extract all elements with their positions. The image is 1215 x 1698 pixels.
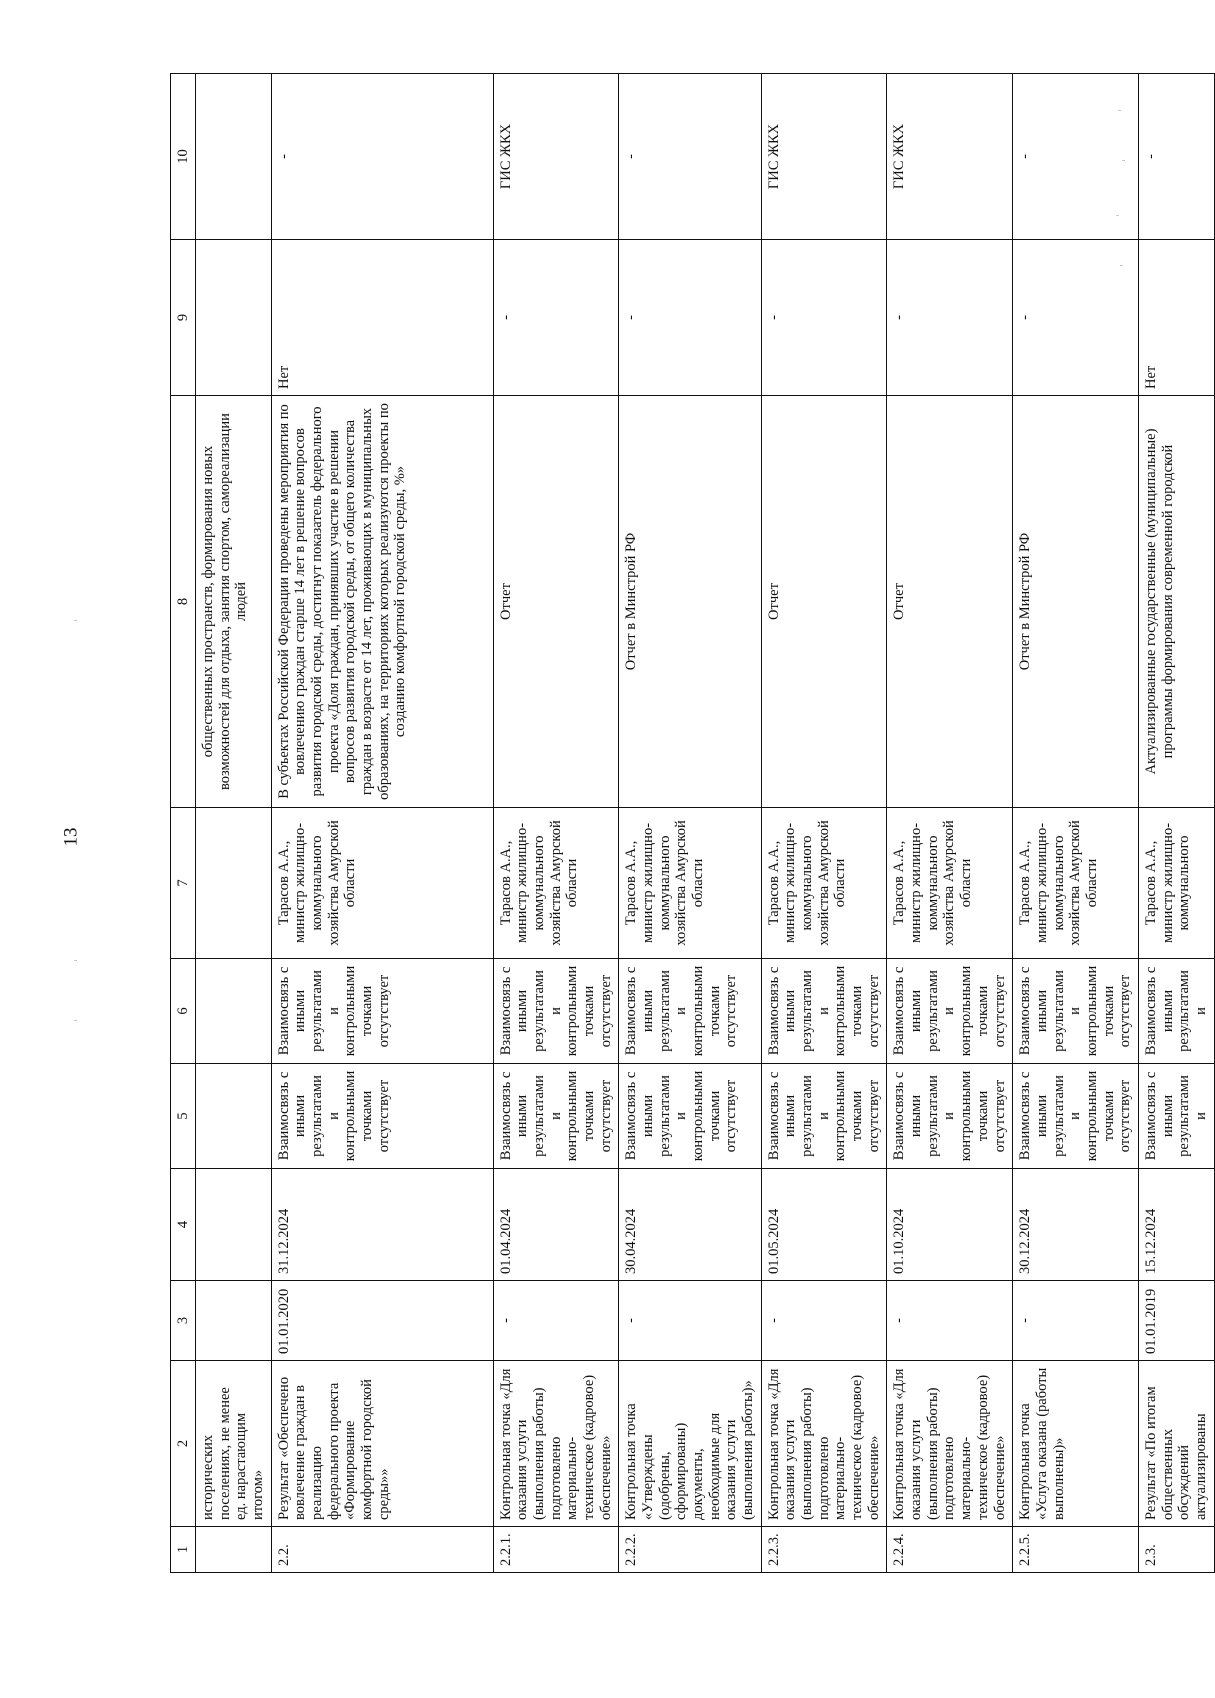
row-info: - bbox=[1013, 240, 1139, 396]
column-header: 9 bbox=[171, 240, 196, 396]
row-number: 2.3. bbox=[1138, 1527, 1214, 1573]
table-row bbox=[887, 74, 1013, 1573]
row-next-link: Взаимосвязь с иными результатами и контрольными точками отсутствует bbox=[271, 959, 493, 1064]
row-name: Контрольная точка «Для оказания услуги (выполнения работы) подготовлено материально-техническое (кадровое) обеспечение» bbox=[493, 1361, 619, 1527]
row-system: - bbox=[1138, 74, 1214, 240]
column-header: 1 bbox=[171, 1527, 196, 1573]
row-name: Контрольная точка «Для оказания услуги (выполнения работы) подготовлено материально-техническое (кадровое) обеспечение» bbox=[761, 1361, 887, 1527]
row-result: Актуализированные государственные (муниципальные) программы формирования современной городской bbox=[1138, 396, 1214, 808]
row-prev-link: Взаимосвязь с иными результатами и контрольными точками отсутствует bbox=[619, 1064, 761, 1169]
row-end bbox=[196, 1169, 272, 1281]
row-number: 2.2.1. bbox=[493, 1527, 619, 1573]
row-info: - bbox=[619, 240, 761, 396]
table-row bbox=[761, 74, 887, 1573]
row-start: - bbox=[1013, 1281, 1139, 1361]
table-row bbox=[493, 74, 619, 1573]
row-responsible: Тарасов А.А., министр жилищно-коммунального хозяйства Амурской области bbox=[761, 808, 887, 959]
row-responsible bbox=[196, 808, 272, 959]
row-number: 2.2. bbox=[271, 1527, 493, 1573]
row-prev-link: Взаимосвязь с иными результатами и контрольными точками отсутствует bbox=[761, 1064, 887, 1169]
row-info: - bbox=[887, 240, 1013, 396]
row-info: - bbox=[761, 240, 887, 396]
row-next-link bbox=[196, 959, 272, 1064]
row-prev-link: Взаимосвязь с иными результатами и контрольными точками отсутствует bbox=[887, 1064, 1013, 1169]
row-prev-link: Взаимосвязь с иными результатами и bbox=[1138, 1064, 1214, 1169]
table-row bbox=[1138, 74, 1214, 1573]
table-row bbox=[196, 74, 272, 1573]
row-end: 30.04.2024 bbox=[619, 1169, 761, 1281]
rotated-table-container bbox=[170, 114, 1209, 1573]
row-name: Контрольная точка «Услуга оказана (работы выполнены)» bbox=[1013, 1361, 1139, 1527]
row-info: Нет bbox=[1138, 240, 1214, 396]
row-system: - bbox=[1013, 74, 1139, 240]
row-number bbox=[196, 1527, 272, 1573]
column-header: 2 bbox=[171, 1361, 196, 1527]
column-header: 3 bbox=[171, 1281, 196, 1361]
row-start: - bbox=[619, 1281, 761, 1361]
row-prev-link: Взаимосвязь с иными результатами и контрольными точками отсутствует bbox=[1013, 1064, 1139, 1169]
row-start: - bbox=[887, 1281, 1013, 1361]
row-number: 2.2.3. bbox=[761, 1527, 887, 1573]
row-system: ГИС ЖКХ bbox=[887, 74, 1013, 240]
page-number: 13 bbox=[60, 827, 82, 847]
column-header: 8 bbox=[171, 396, 196, 808]
row-prev-link: Взаимосвязь с иными результатами и контрольными точками отсутствует bbox=[493, 1064, 619, 1169]
row-end: 31.12.2024 bbox=[271, 1169, 493, 1281]
row-name: исторических поселениях, не менее ед. нарастающим итогом» bbox=[196, 1361, 272, 1527]
column-header: 6 bbox=[171, 959, 196, 1064]
row-number: 2.2.4. bbox=[887, 1527, 1013, 1573]
row-result: Отчет bbox=[887, 396, 1013, 808]
row-end: 01.10.2024 bbox=[887, 1169, 1013, 1281]
row-next-link: Взаимосвязь с иными результатами и контрольными точками отсутствует bbox=[1013, 959, 1139, 1064]
header-row bbox=[171, 74, 196, 1573]
row-responsible: Тарасов А.А., министр жилищно-коммунального bbox=[1138, 808, 1214, 959]
row-result: Отчет в Минстрой РФ bbox=[1013, 396, 1139, 808]
row-next-link: Взаимосвязь с иными результатами и контрольными точками отсутствует bbox=[761, 959, 887, 1064]
row-responsible: Тарасов А.А., министр жилищно-коммунального хозяйства Амурской области bbox=[619, 808, 761, 959]
scan-speck bbox=[74, 1020, 77, 1021]
row-system bbox=[196, 74, 272, 240]
row-result: Отчет bbox=[761, 396, 887, 808]
row-info: Нет bbox=[271, 240, 493, 396]
row-responsible: Тарасов А.А., министр жилищно-коммунального хозяйства Амурской области bbox=[271, 808, 493, 959]
column-header: 5 bbox=[171, 1064, 196, 1169]
row-name: Контрольная точка «Для оказания услуги (выполнения работы) подготовлено материально-техническое (кадровое) обеспечение» bbox=[887, 1361, 1013, 1527]
row-start bbox=[196, 1281, 272, 1361]
row-responsible: Тарасов А.А., министр жилищно-коммунального хозяйства Амурской области bbox=[493, 808, 619, 959]
row-result: Отчет в Минстрой РФ bbox=[619, 396, 761, 808]
plan-table bbox=[170, 73, 1215, 1573]
row-system: ГИС ЖКХ bbox=[493, 74, 619, 240]
row-result: Отчет bbox=[493, 396, 619, 808]
row-end: 30.12.2024 bbox=[1013, 1169, 1139, 1281]
row-prev-link: Взаимосвязь с иными результатами и контрольными точками отсутствует bbox=[271, 1064, 493, 1169]
row-start: 01.01.2020 bbox=[271, 1281, 493, 1361]
table-row bbox=[1013, 74, 1139, 1573]
row-result: общественных пространств, формирования новых возможностей для отдыха, занятия спортом, самореализации людей bbox=[196, 396, 272, 808]
row-responsible: Тарасов А.А., министр жилищно-коммунального хозяйства Амурской области bbox=[887, 808, 1013, 959]
row-number: 2.2.2. bbox=[619, 1527, 761, 1573]
row-info: - bbox=[493, 240, 619, 396]
row-next-link: Взаимосвязь с иными результатами и контрольными точками отсутствует bbox=[887, 959, 1013, 1064]
row-next-link: Взаимосвязь с иными результатами и контрольными точками отсутствует bbox=[493, 959, 619, 1064]
row-start: - bbox=[761, 1281, 887, 1361]
row-start: - bbox=[493, 1281, 619, 1361]
row-result: В субъектах Российской Федерации проведены мероприятия по вовлечению граждан старше 14 лет в решение вопросов развития городской среды, достигнут показатель федерального проекта «Доля граждан, принявших участие в решении вопросов развития городской среды, от общего количества граждан в возрасте от 14 лет, проживающих в муниципальных образованиях, на территориях которых реализуются проекты по созданию комфортной городской среды, %» bbox=[271, 396, 493, 808]
row-name: Результат «Обеспечено вовлечение граждан в реализацию федерального проекта «Формирование комфортной городской среды»» bbox=[271, 1361, 493, 1527]
row-info bbox=[196, 240, 272, 396]
row-system: ГИС ЖКХ bbox=[761, 74, 887, 240]
table-row bbox=[619, 74, 761, 1573]
column-header: 4 bbox=[171, 1169, 196, 1281]
row-next-link: Взаимосвязь с иными результатами и bbox=[1138, 959, 1214, 1064]
row-prev-link bbox=[196, 1064, 272, 1169]
table-row bbox=[271, 74, 493, 1573]
row-end: 15.12.2024 bbox=[1138, 1169, 1214, 1281]
row-end: 01.05.2024 bbox=[761, 1169, 887, 1281]
column-header: 7 bbox=[171, 808, 196, 959]
row-responsible: Тарасов А.А., министр жилищно-коммунального хозяйства Амурской области bbox=[1013, 808, 1139, 959]
row-name: Результат «По итогам общественных обсуждений актуализированы bbox=[1138, 1361, 1214, 1527]
column-header: 10 bbox=[171, 74, 196, 240]
scan-speck bbox=[74, 960, 77, 961]
row-next-link: Взаимосвязь с иными результатами и контрольными точками отсутствует bbox=[619, 959, 761, 1064]
row-name: Контрольная точка «Утверждены (одобрены, сформированы) документы, необходимые для оказания услуги (выполнения работы)» bbox=[619, 1361, 761, 1527]
row-number: 2.2.5. bbox=[1013, 1527, 1139, 1573]
row-system: - bbox=[271, 74, 493, 240]
row-system: - bbox=[619, 74, 761, 240]
row-start: 01.01.2019 bbox=[1138, 1281, 1214, 1361]
row-end: 01.04.2024 bbox=[493, 1169, 619, 1281]
scan-speck bbox=[74, 620, 77, 621]
